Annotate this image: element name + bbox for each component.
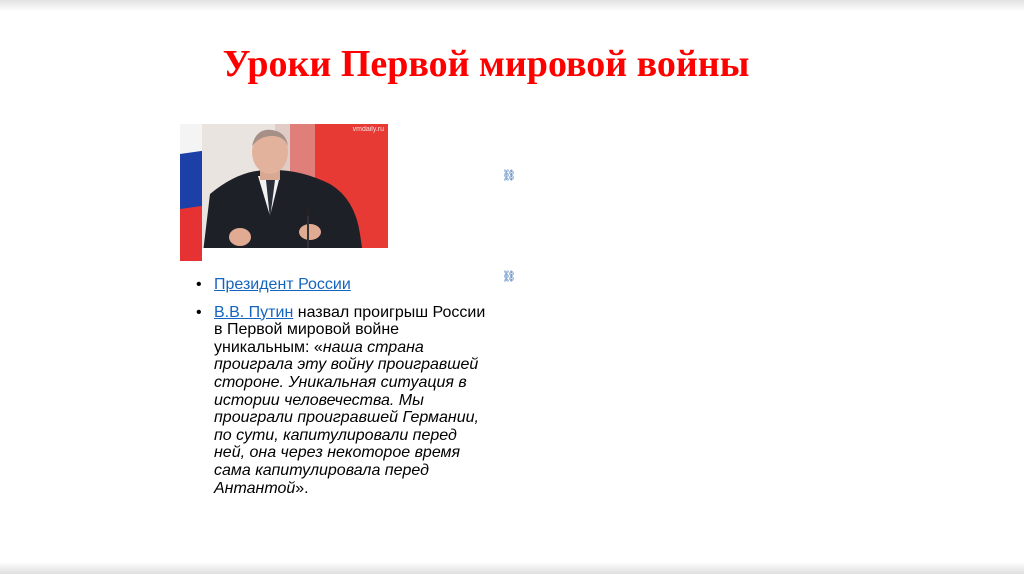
photo-illustration [180, 124, 388, 261]
slide-bottom-frame [0, 562, 1024, 574]
quote-end: ». [295, 479, 309, 497]
link-chain-icon[interactable]: ⛓ [502, 170, 516, 182]
putin-link[interactable]: В.В. Путин [214, 303, 294, 321]
bullet-text: назвал проигрыш России в Первой мировой войне уникальным: « [214, 303, 486, 356]
slide-title: Уроки Первой мировой войны [222, 43, 750, 85]
bullet-list [196, 276, 486, 507]
bullet-item [196, 304, 486, 498]
president-photo [180, 124, 388, 261]
link-chain-icon[interactable]: ⛓ [502, 271, 516, 283]
president-link[interactable]: Президент России [214, 276, 351, 293]
bullet-item [196, 276, 486, 294]
quote-text: наша страна проиграла эту войну проигравшей стороне. Уникальная ситуация в истории человечества. Мы проиграли проигравшей Германии, по сути, капитулировали перед ней, она через некоторое время сама капитулировала перед Антантой [214, 338, 479, 497]
slide-top-frame [0, 0, 1024, 12]
photo-watermark: vmdaily.ru [352, 126, 384, 133]
